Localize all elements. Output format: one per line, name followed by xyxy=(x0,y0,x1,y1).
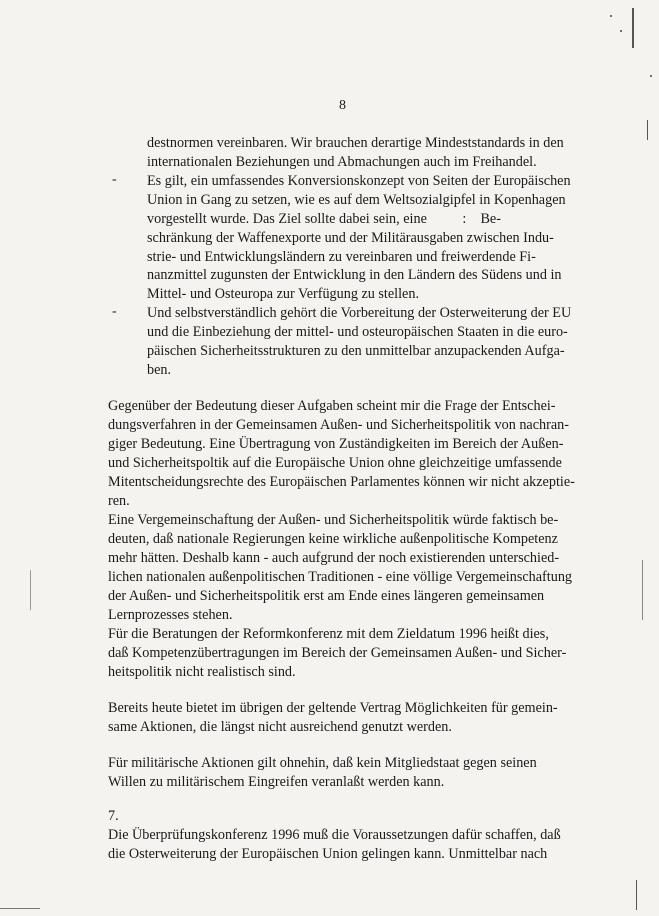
text-line: deuten, daß nationale Regierungen keine wirkliche außenpolitische Kompetenz xyxy=(108,531,558,547)
text-line: Eine Vergemeinschaftung der Außen- und Sicherheitspolitik würde faktisch be- xyxy=(108,512,559,528)
text-line: Union in Gang zu setzen, wie es auf dem Weltsozialgipfel in Kopenhagen xyxy=(147,192,566,208)
speck xyxy=(650,75,652,77)
text-line: Bereits heute bietet im übrigen der geltende Vertrag Möglichkeiten für gemein- xyxy=(108,700,558,716)
scan-mark-bottom-left xyxy=(0,908,40,909)
text-line: ren. xyxy=(108,493,130,509)
text-line: der Außen- und Sicherheitspolitik erst am Ende eines längeren gemeinsamen xyxy=(108,588,545,604)
scan-mark-bottom-right xyxy=(636,880,637,910)
scan-mark-right xyxy=(647,120,648,140)
text-line: und die Einbeziehung der mittel- und osteuropäischen Staaten in die euro- xyxy=(147,324,568,340)
text-line: daß Kompetenzübertragungen im Bereich der Gemeinsamen Außen- und Sicher- xyxy=(108,645,567,661)
text-line: Für militärische Aktionen gilt ohnehin, daß kein Mitgliedstaat gegen seinen xyxy=(108,755,537,771)
text-line: schränkung der Waffenexporte und der Militärausgaben zwischen Indu- xyxy=(147,230,554,246)
text-line: Mitentscheidungsrechte des Europäischen Parlamentes können wir nicht akzeptie- xyxy=(108,474,575,490)
section-number: 7. xyxy=(108,808,119,824)
text-line: destnormen vereinbaren. Wir brauchen derartige Mindeststandards in den xyxy=(147,135,564,151)
text-line: Für die Beratungen der Reformkonferenz mit dem Zieldatum 1996 heißt dies, xyxy=(108,626,549,642)
page-number: 8 xyxy=(339,98,346,113)
text-line: Gegenüber der Bedeutung dieser Aufgaben scheint mir die Frage der Entschei- xyxy=(108,398,556,414)
text-line: giger Bedeutung. Eine Übertragung von Zuständigkeiten im Bereich der Außen- xyxy=(108,436,564,452)
speck xyxy=(610,15,612,17)
text-line: Mittel- und Osteuropa zur Verfügung zu stellen. xyxy=(147,286,419,302)
text-line: päischen Sicherheitsstrukturen zu den unmittelbar anzupackenden Aufga- xyxy=(147,343,565,359)
scan-mark-left xyxy=(30,570,31,610)
text-line: lichen nationalen außenpolitischen Traditionen - eine völlige Vergemeinschaftung xyxy=(108,569,573,585)
text-line: dungsverfahren in der Gemeinsamen Außen- und Sicherheitspolitik von nachran- xyxy=(108,417,569,433)
text-line: Lernprozesses stehen. xyxy=(108,607,233,623)
text-line: Die Überprüfungskonferenz 1996 muß die Voraussetzungen dafür schaffen, daß xyxy=(108,827,561,843)
scan-mark-right-lower xyxy=(642,560,643,620)
bullet-dash: - xyxy=(112,172,117,187)
text-line: mehr hätten. Deshalb kann - auch aufgrund der noch existierenden unterschied- xyxy=(108,550,560,566)
text-line: die Osterweiterung der Europäischen Union gelingen kann. Unmittelbar nach xyxy=(108,846,548,862)
text-line: ben. xyxy=(147,362,172,378)
text-line: heitspolitik nicht realistisch sind. xyxy=(108,664,296,680)
text-line: und Sicherheitspoltik auf die Europäische Union ohne gleichzeitige umfassende xyxy=(108,455,562,471)
text-line: Willen zu militärischem Eingreifen veranlaßt werden kann. xyxy=(108,774,445,790)
text-line: same Aktionen, die längst nicht ausreichend genutzt werden. xyxy=(108,719,452,735)
text-line: nanzmittel zugunsten der Entwicklung in den Ländern des Südens und in xyxy=(147,267,562,283)
text-line: Es gilt, ein umfassendes Konversionskonzept von Seiten der Europäischen xyxy=(147,173,571,189)
text-line: vorgestellt wurde. Das Ziel sollte dabei sein, eine : Be- xyxy=(147,211,501,227)
text-line: strie- und Entwicklungsländern zu vereinbaren und freiwerdende Fi- xyxy=(147,249,536,265)
text-line: Und selbstverständlich gehört die Vorbereitung der Osterweiterung der EU xyxy=(147,305,572,321)
scan-mark-top-right xyxy=(632,8,634,48)
bullet-dash: - xyxy=(112,304,117,319)
speck xyxy=(620,30,622,32)
text-line: internationalen Beziehungen und Abmachungen auch im Freihandel. xyxy=(147,154,537,170)
